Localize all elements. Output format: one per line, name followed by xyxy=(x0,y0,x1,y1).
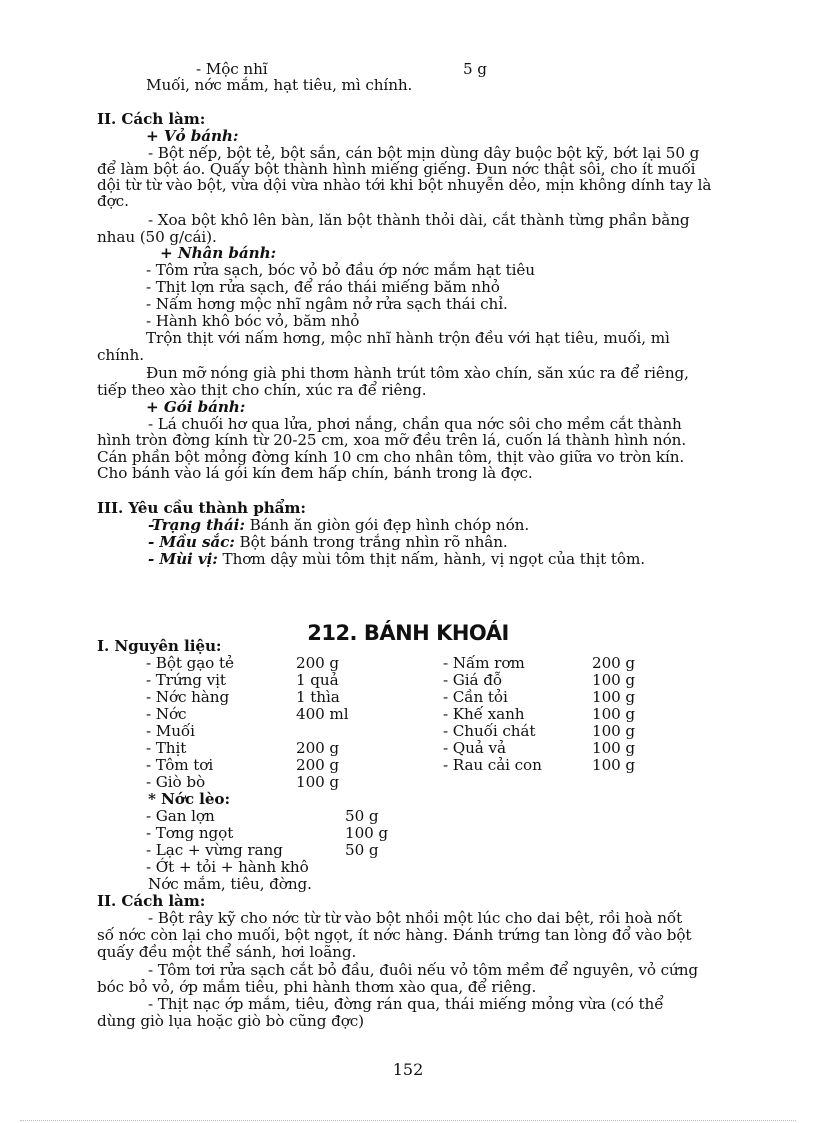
ingredient-qty: 200 g xyxy=(592,654,636,672)
paragraph-line: - Tôm tơi rửa sạch cắt bỏ đầu, đuôi nếu vỏ tôm mềm để nguyên, vỏ cứng xyxy=(148,961,699,979)
shell-heading: + Vỏ bánh: xyxy=(146,127,239,145)
ingredient-name: - Nớc hàng xyxy=(146,688,230,706)
paragraph-line: bóc bỏ vỏ, ớp mắm tiêu, phi hành thơm xào qua, để riêng. xyxy=(97,978,537,996)
paragraph-line: quấy đều một thể sánh, hơi loãng. xyxy=(97,943,357,961)
recipe-title: 212. BÁNH KHOÁI xyxy=(307,621,509,645)
seasoning-line: Nớc mắm, tiêu, đờng. xyxy=(148,875,312,893)
ingredient-qty: 1 quả xyxy=(296,671,339,689)
paragraph-line: - Hành khô bóc vỏ, băm nhỏ xyxy=(146,312,360,330)
ingredient-name: - Ớt + tỏi + hành khô xyxy=(146,858,309,876)
paragraph-line: đợc. xyxy=(97,192,129,210)
method-heading: II. Cách làm: xyxy=(97,892,206,910)
paragraph-line: dội từ từ vào bột, vừa dội vừa nhào tới khi bột nhuyễn dẻo, mịn không dính tay là xyxy=(97,176,712,194)
ingredients-heading: I. Nguyên liệu: xyxy=(97,637,222,655)
ingredient-qty: 100 g xyxy=(592,756,636,774)
paragraph-line: hình tròn đờng kính từ 20-25 cm, xoa mỡ đều trên lá, cuốn lá thành hình nón. xyxy=(97,431,687,449)
requirement-label: - Mầu sắc: xyxy=(148,533,235,551)
ingredient-name: - Nấm rơm xyxy=(443,654,525,672)
ingredient-name: - Giò bò xyxy=(146,773,205,791)
ingredient-name: - Tôm tơi xyxy=(146,756,214,774)
paragraph-line: - Tôm rửa sạch, bóc vỏ bỏ đầu ớp nớc mắm hạt tiêu xyxy=(146,261,535,279)
requirement-text: Thơm dậy mùi tôm thịt nấm, hành, vị ngọt của thịt tôm. xyxy=(217,550,645,568)
ingredient-name: - Bột gạo tẻ xyxy=(146,654,234,672)
ingredient-name: - Muối xyxy=(146,722,195,740)
requirement-item xyxy=(148,517,529,534)
ingredient-name: - Cần tỏi xyxy=(443,688,508,706)
paragraph-line: - Nấm hơng mộc nhĩ ngâm nở rửa sạch thái chỉ. xyxy=(146,295,508,313)
sauce-heading: * Nớc lèo: xyxy=(148,790,230,808)
method-heading: II. Cách làm: xyxy=(97,110,206,128)
ingredient-name: - Chuối chát xyxy=(443,722,536,740)
paragraph-line: - Thịt nạc ớp mắm, tiêu, đờng rán qua, thái miếng mỏng vừa (có thể xyxy=(148,995,664,1013)
ingredient-qty: 100 g xyxy=(296,773,340,791)
ingredient-qty: 100 g xyxy=(592,688,636,706)
paragraph-line: - Bột rây kỹ cho nớc từ từ vào bột nhồi một lúc cho dai bệt, rồi hoà nốt xyxy=(148,909,683,927)
ingredient-name: - Giá đỗ xyxy=(443,671,503,689)
ingredient-qty: 100 g xyxy=(592,671,636,689)
ingredient-qty: 100 g xyxy=(592,722,636,740)
paragraph-line: Cho bánh vào lá gói kín đem hấp chín, bánh trong là đợc. xyxy=(97,464,533,482)
ingredient-name: - Nớc xyxy=(146,705,187,723)
wrap-heading: + Gói bánh: xyxy=(146,398,246,416)
paragraph-line: Cán phần bột mỏng đờng kính 10 cm cho nhân tôm, thịt vào giữa vo tròn kín. xyxy=(97,448,685,466)
ingredient-qty: 400 ml xyxy=(296,705,349,723)
requirement-label: -Trạng thái: xyxy=(148,516,245,534)
seasoning-line: Muối, nớc mắm, hạt tiêu, mì chính. xyxy=(146,76,413,94)
paragraph-line: - Lá chuối hơ qua lửa, phơi nắng, chần qua nớc sôi cho mềm cắt thành xyxy=(148,415,682,433)
requirement-label: - Mùi vị: xyxy=(148,550,218,568)
requirement-text: Bánh ăn giòn gói đẹp hình chóp nón. xyxy=(244,516,530,534)
ingredient-qty: 200 g xyxy=(296,654,340,672)
paragraph-line: dùng giò lụa hoặc giò bò cũng đợc) xyxy=(97,1012,364,1030)
requirement-item xyxy=(148,551,645,568)
page-number: 152 xyxy=(392,1060,424,1079)
ingredient-qty: 5 g xyxy=(463,60,487,78)
ingredient-name: - Quả vả xyxy=(443,739,506,757)
paragraph-line: chính. xyxy=(97,346,144,364)
ingredient-name: - Lạc + vừng rang xyxy=(146,841,283,859)
requirements-heading: III. Yêu cầu thành phẩm: xyxy=(97,499,306,517)
ingredient-name: - Trứng vịt xyxy=(146,671,226,689)
paragraph-line: Đun mỡ nóng già phi thơm hành trút tôm xào chín, săn xúc ra để riêng, xyxy=(146,364,689,382)
requirement-item xyxy=(148,534,508,551)
ingredient-qty: 200 g xyxy=(296,739,340,757)
ingredient-qty: 100 g xyxy=(592,739,636,757)
requirement-text: Bột bánh trong trắng nhìn rõ nhân. xyxy=(234,533,508,551)
ingredient-qty: 50 g xyxy=(345,807,379,825)
paragraph-line: - Xoa bột khô lên bàn, lăn bột thành thỏi dài, cắt thành từng phần bằng xyxy=(148,211,690,229)
paragraph-line: tiếp theo xào thịt cho chín, xúc ra để riêng. xyxy=(97,381,427,399)
ingredient-qty: 50 g xyxy=(345,841,379,859)
paragraph-line: số nớc còn lại cho muối, bột ngọt, ít nớc hàng. Đánh trứng tan lòng đổ vào bột xyxy=(97,926,692,944)
paragraph-line: - Bột nếp, bột tẻ, bột sắn, cán bột mịn dùng dây buộc bột kỹ, bớt lại 50 g xyxy=(148,144,700,162)
paragraph-line: để làm bột áo. Quấy bột thành hình miếng giếng. Đun nớc thật sôi, cho ít muối xyxy=(97,160,696,178)
filling-heading: + Nhân bánh: xyxy=(160,244,277,262)
ingredient-qty: 200 g xyxy=(296,756,340,774)
ingredient-name: - Rau cải con xyxy=(443,756,542,774)
ingredient-qty: 100 g xyxy=(345,824,389,842)
ingredient-qty: 100 g xyxy=(592,705,636,723)
ingredient-name: - Mộc nhĩ xyxy=(196,60,268,78)
paragraph-line: - Thịt lợn rửa sạch, để ráo thái miếng băm nhỏ xyxy=(146,278,500,296)
ingredient-qty: 1 thìa xyxy=(296,688,340,706)
ingredient-name: - Thịt xyxy=(146,739,187,757)
ingredient-name: - Tơng ngọt xyxy=(146,824,234,842)
page-bottom-divider xyxy=(20,1120,796,1121)
paragraph-line: Trộn thịt với nấm hơng, mộc nhĩ hành trộn đều với hạt tiêu, muối, mì xyxy=(146,329,670,347)
paragraph-line: nhau (50 g/cái). xyxy=(97,228,217,246)
ingredient-name: - Khế xanh xyxy=(443,705,525,723)
ingredient-name: - Gan lợn xyxy=(146,807,215,825)
